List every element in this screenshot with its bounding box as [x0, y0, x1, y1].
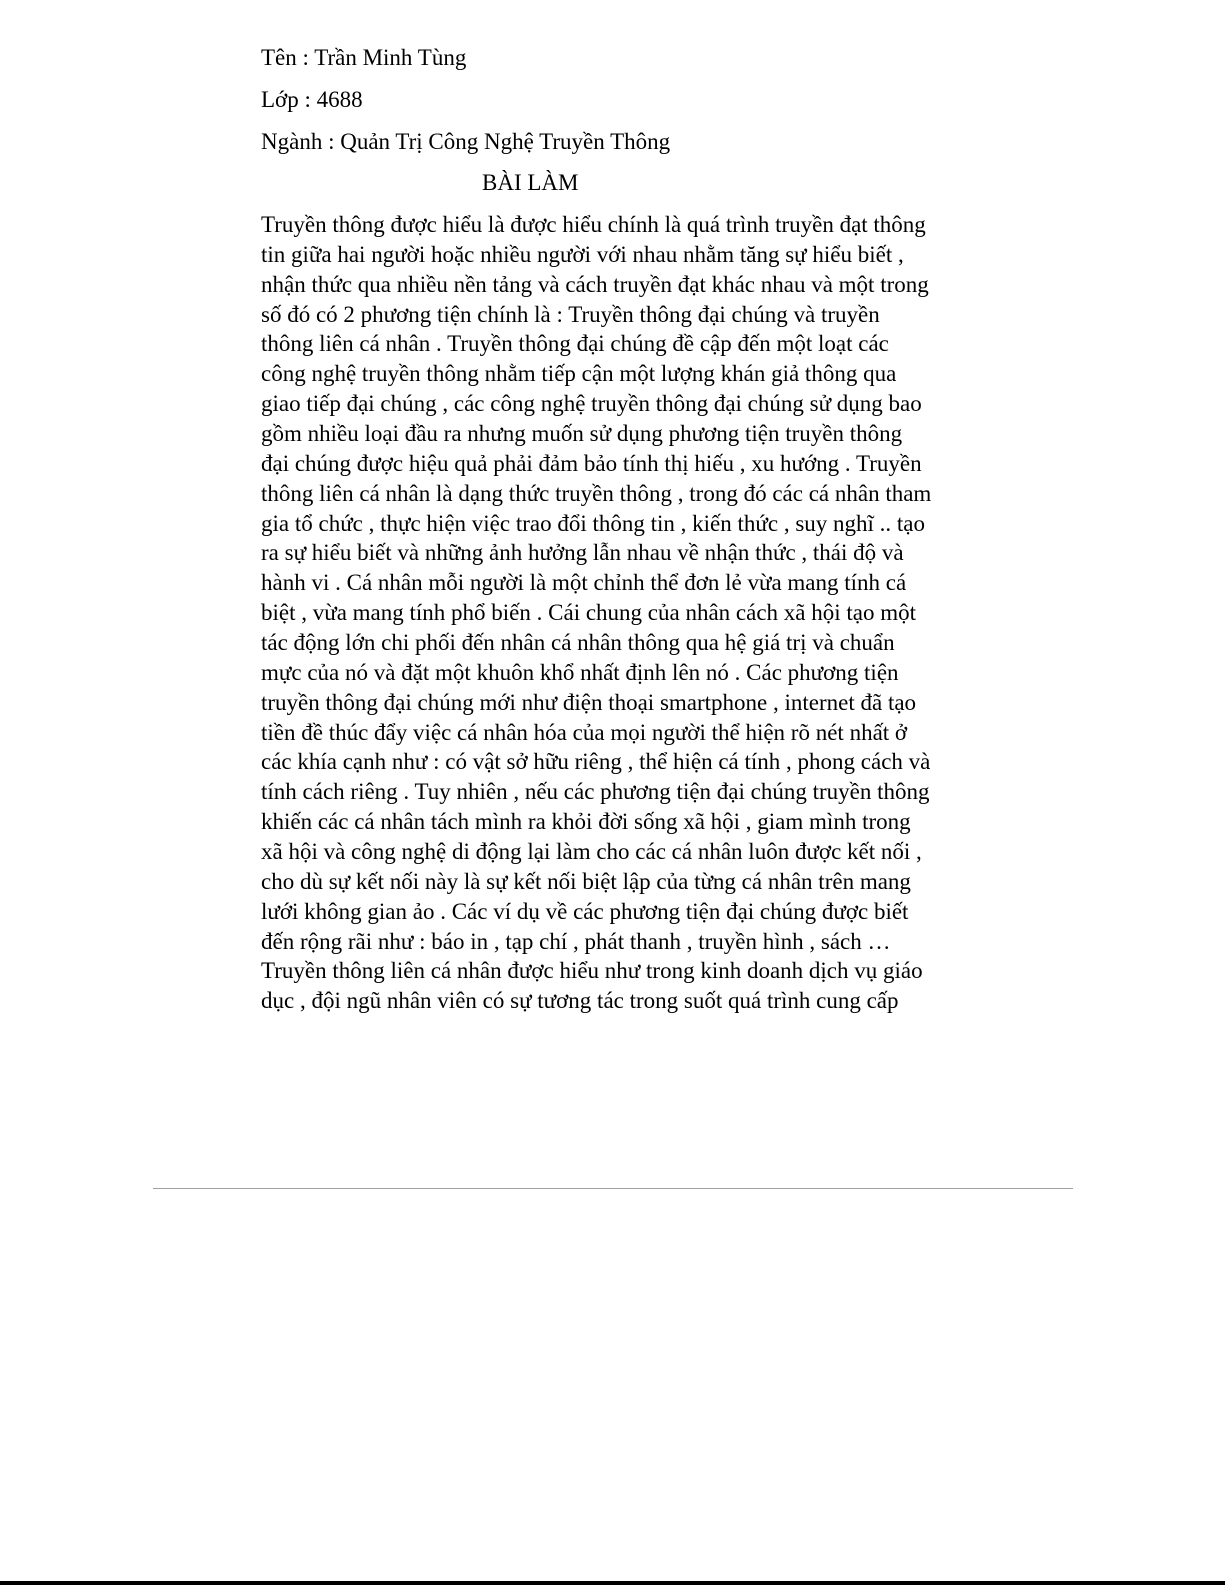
- body-line: các khía cạnh như : có vật sở hữu riêng , thể hiện cá tính , phong cách và: [261, 749, 931, 775]
- body-line: hành vi . Cá nhân mỗi người là một chỉnh thể đơn lẻ vừa mang tính cá: [261, 570, 907, 596]
- body-line: tiền đề thúc đẩy việc cá nhân hóa của mọi người thể hiện rõ nét nhất ở: [261, 719, 908, 745]
- body-line: dục , đội ngũ nhân viên có sự tương tác trong suốt quá trình cung cấp: [261, 988, 899, 1014]
- body-line: thông liên cá nhân . Truyền thông đại chúng đề cập đến một loạt các: [261, 331, 889, 357]
- body-line: tin giữa hai người hoặc nhiều người với nhau nhằm tăng sự hiểu biết ,: [261, 241, 904, 267]
- body-line: truyền thông đại chúng mới như điện thoại smartphone , internet đã tạo: [261, 689, 917, 715]
- student-name-line: Tên : Trần Minh Tùng: [261, 45, 467, 70]
- body-line: thông liên cá nhân là dạng thức truyền thông , trong đó các cá nhân tham: [261, 480, 932, 506]
- body-line: xã hội và công nghệ di động lại làm cho các cá nhân luôn được kết nối ,: [261, 839, 922, 865]
- body-line: công nghệ truyền thông nhằm tiếp cận một lượng khán giả thông qua: [261, 361, 897, 387]
- bottom-edge: [0, 1581, 1225, 1585]
- document-title: BÀI LÀM: [482, 170, 579, 195]
- body-line: cho dù sự kết nối này là sự kết nối biệt lập của từng cá nhân trên mang: [261, 868, 911, 894]
- body-line: mực của nó và đặt một khuôn khổ nhất định lên nó . Các phương tiện: [261, 659, 899, 685]
- body-line: giao tiếp đại chúng , các công nghệ truyền thông đại chúng sử dụng bao: [261, 391, 922, 417]
- body-line: số đó có 2 phương tiện chính là : Truyền thông đại chúng và truyền: [261, 301, 880, 327]
- body-line: nhận thức qua nhiều nền tảng và cách truyền đạt khác nhau và một trong: [261, 271, 929, 297]
- body-line: gia tổ chức , thực hiện việc trao đổi thông tin , kiến thức , suy nghĩ .. tạo: [261, 510, 926, 536]
- body-line: đến rộng rãi như : báo in , tạp chí , phát thanh , truyền hình , sách …: [261, 928, 891, 954]
- body-line: lưới không gian ảo . Các ví dụ về các phương tiện đại chúng được biết: [261, 898, 909, 924]
- body-line: tác động lớn chi phối đến nhân cá nhân thông qua hệ giá trị và chuẩn: [261, 630, 895, 656]
- body-line: gồm nhiều loại đầu ra nhưng muốn sử dụng phương tiện truyền thông: [261, 421, 903, 447]
- body-line: tính cách riêng . Tuy nhiên , nếu các phương tiện đại chúng truyền thông: [261, 779, 930, 805]
- student-class-line: Lớp : 4688: [261, 87, 363, 112]
- page-divider: [153, 1188, 1073, 1189]
- body-line: ra sự hiểu biết và những ảnh hưởng lẫn nhau về nhận thức , thái độ và: [261, 540, 904, 566]
- essay-body: [261, 210, 981, 1016]
- body-line: biệt , vừa mang tính phổ biến . Cái chung của nhân cách xã hội tạo một: [261, 600, 917, 626]
- student-major-line: Ngành : Quản Trị Công Nghệ Truyền Thông: [261, 129, 671, 154]
- body-line: Truyền thông liên cá nhân được hiểu như trong kinh doanh dịch vụ giáo: [261, 958, 923, 984]
- body-line: khiến các cá nhân tách mình ra khỏi đời sống xã hội , giam mình trong: [261, 809, 911, 835]
- body-line: đại chúng được hiệu quả phải đảm bảo tính thị hiếu , xu hướng . Truyền: [261, 450, 922, 476]
- body-line: Truyền thông được hiểu là được hiểu chính là quá trình truyền đạt thông: [261, 212, 926, 237]
